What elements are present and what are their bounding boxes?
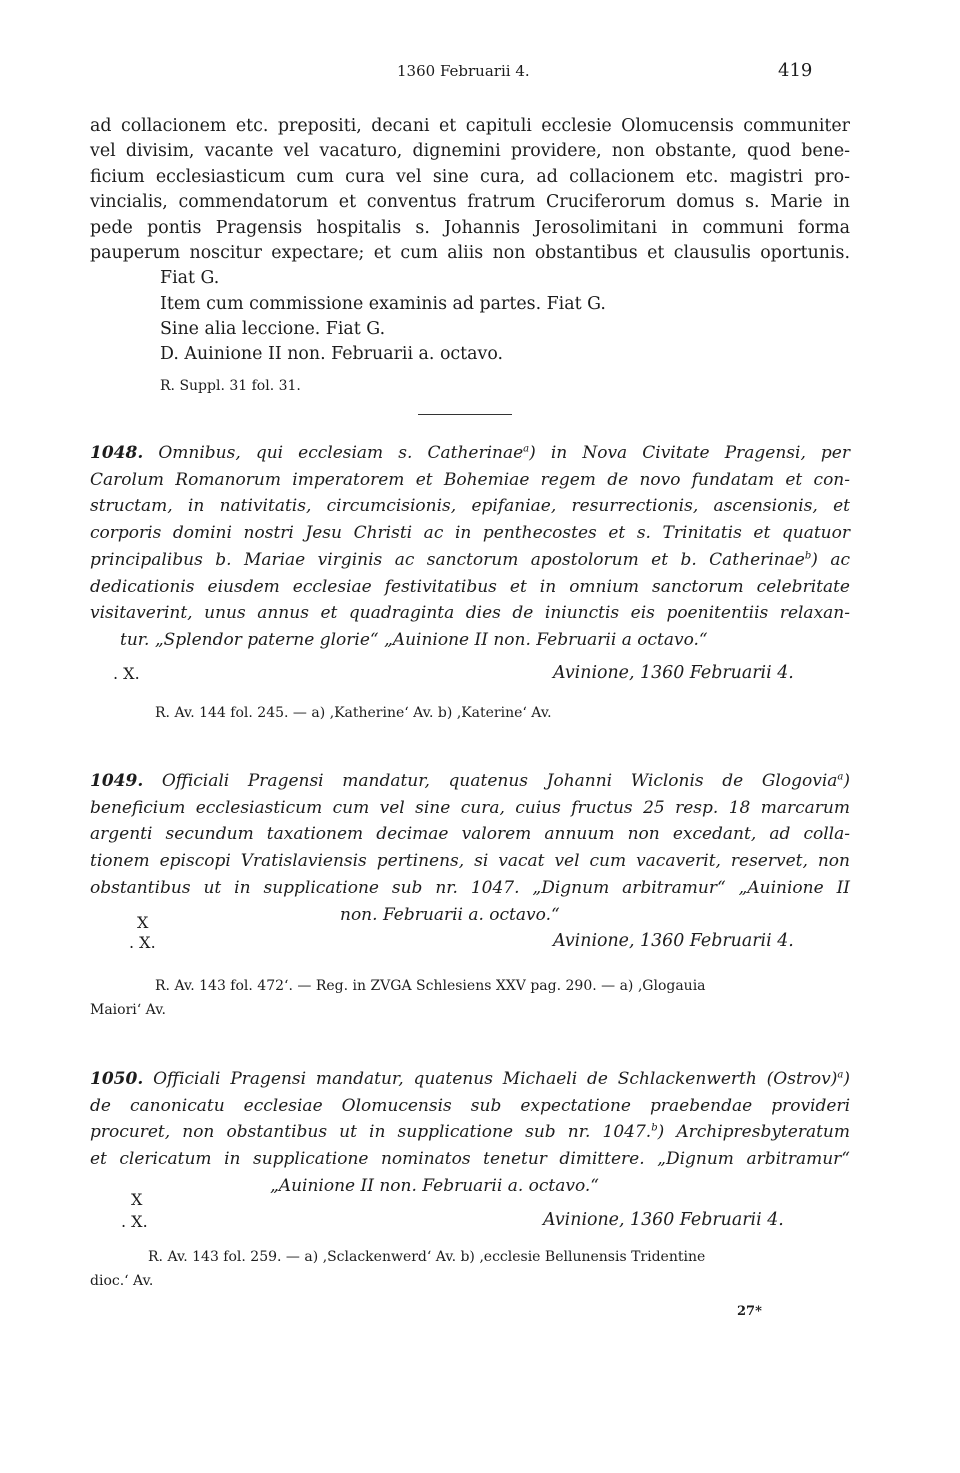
text-line: structam, in nativitatis, circumcisionis, epifaniae, resurrectionis, ascensionis, et	[90, 496, 850, 517]
text-line: vincialis, commendatorum et conventus fratrum Cruciferorum domus s. Marie in	[90, 192, 850, 213]
source-note: R. Av. 143 fol. 259. — a) ‚Sclackenwerd‘ Av. b) ‚ecclesie Bellunensis Tridentine	[148, 1249, 706, 1265]
text-segment: Officiali Pragensi mandatur, quatenus Michaeli de Schlackenwerth (Ostrov)	[153, 1069, 838, 1089]
section-divider	[418, 414, 512, 415]
text-line: tur. „Splendor paterne glorie“ „Auinione II non. Februarii a octavo.“	[120, 629, 708, 650]
signature-mark: 27*	[737, 1304, 762, 1319]
entry-1050: 1050. Officiali Pragensi mandatur, quatenus Michaeli de Schlackenwerth (Ostrov)$^a$) de canonicatu ecclesiae Olomucensis sub expectatione praebendae provideri procuret, non obstantibus ut in supplicatione sub nr. 1047.$^b$) Archipresbyteratum et clericatum in supplicatione nominatos tenetur dimittere. „Dignum arbitramur“ „Auinione II non. Februarii a. octavo.“	[90, 1066, 850, 1200]
source-note: R. Suppl. 31 fol. 31.	[160, 378, 301, 394]
fiat-line: Item cum commissione examinis ad partes. Fiat G.	[160, 294, 606, 314]
place-date: Avinione, 1360 Februarii 4.	[543, 1210, 784, 1230]
footnote-marker: a	[837, 1069, 844, 1081]
dating-line: D. Auinione II non. Februarii a. octavo.	[160, 344, 504, 364]
text-segment: procuret, non obstantibus ut in supplicatione sub nr. 1047.	[90, 1122, 652, 1143]
text-line: Carolum Romanorum imperatorem et Bohemiae regem de novo fundatam et con-	[90, 469, 850, 490]
chancery-mark: . X.	[113, 664, 140, 683]
chancery-mark-top: X	[137, 913, 149, 932]
chancery-mark: . X.	[121, 1212, 148, 1231]
source-note: dioc.‘ Av.	[90, 1273, 154, 1289]
text-line: et clericatum in supplicatione nominatos tenetur dimittere. „Dignum arbitramur“	[90, 1149, 850, 1170]
text-line: ficium ecclesiasticum cum cura vel sine cura, ad collacionem etc. magistri pro-	[90, 166, 850, 187]
place-date: Avinione, 1360 Februarii 4.	[553, 931, 794, 951]
text-line: tionem episcopi Vratislaviensis pertinens, si vacat vel cum vacaverit, reservet, non	[90, 851, 850, 872]
text-segment: Omnibus, qui ecclesiam s. Catherinae	[158, 443, 524, 463]
footnote-marker: b	[651, 1122, 658, 1134]
source-note: R. Av. 143 fol. 472‘. — Reg. in ZVGA Schlesiens XXV pag. 290. — a) ‚Glogauia	[155, 978, 706, 994]
text-line: visitaverint, unus annus et quadraginta dies de iniunctis eis poenitentiis relaxan-	[90, 603, 850, 624]
entry-1048: 1048. Omnibus, qui ecclesiam s. Catherinae$^a$) in Nova Civitate Pragensi, per Carolum Romanorum imperatorem et Bohemiae regem de novo fundatam et con- structam, in nativitatis, circumcisionis, epifaniae, resurrectionis, ascensionis, et corporis domini nostri Jesu Christi ac in penthecostes et s. Trinitatis et quatuor principalibus b. Mariae virginis ac sanctorum apostolorum et b. Catherinae$^b$) ac dedicationis eiusdem ecclesiae festivitatibus et in omnium sanctorum celebritate visitaverint, unus annus et quadraginta dies de iniunctis eis poenitentiis relaxan- tur. „Splendor paterne glorie“ „Auinione II non. Februarii a octavo.“	[90, 440, 850, 654]
text-segment: in Nova Civitate Pragensi, per	[550, 443, 850, 463]
text-line: pede pontis Pragensis hospitalis s. Johannis Jerosolimitani in communi forma	[90, 217, 850, 238]
footnote-marker: a	[523, 443, 530, 455]
footnote-marker: a	[837, 771, 844, 783]
entry-number: 1050.	[90, 1069, 144, 1089]
text-line: dedicationis eiusdem ecclesiae festivitatibus et in omnium sanctorum celebritate	[90, 576, 850, 597]
text-segment: ac	[830, 549, 850, 570]
text-line: beneficium ecclesiasticum cum vel sine cura, cuius fructus 25 resp. 18 marcarum	[90, 797, 850, 818]
text-line: de canonicatu ecclesiae Olomucensis sub expectatione praebendae provideri	[90, 1095, 850, 1116]
text-line: pauperum noscitur expectare; et cum aliis non obstantibus et clausulis oportunis.	[90, 243, 850, 264]
text-segment: Archipresbyteratum	[676, 1122, 850, 1143]
place-date: Avinione, 1360 Februarii 4.	[553, 663, 794, 683]
text-line: non. Februarii a. octavo.“	[340, 904, 560, 925]
text-line: obstantibus ut in supplicatione sub nr. 1047. „Dignum arbitramur“ „Auinione II	[90, 877, 850, 898]
text-line: ad collacionem etc. prepositi, decani et capituli ecclesie Olomucensis communiter	[90, 116, 850, 136]
fiat-line: Sine alia leccione. Fiat G.	[160, 319, 386, 339]
entry-number: 1049.	[90, 771, 144, 791]
entry-1049: 1049. Officiali Pragensi mandatur, quatenus Johanni Wiclonis de Glogovia$^a$) beneficium ecclesiasticum cum vel sine cura, cuius fructus 25 resp. 18 marcarum argenti secundum taxationem decimae valorem annuum non excedant, ad colla- tionem episcopi Vratislaviensis pertinens, si vacat vel cum vacaverit, reservet, non obstantibus ut in supplicatione sub nr. 1047. „Dignum arbitramur“ „Auinione II non. Februarii a. octavo.“	[90, 768, 850, 928]
running-title: 1360 Februarii 4.	[397, 62, 530, 80]
text-line: corporis domini nostri Jesu Christi ac in penthecostes et s. Trinitatis et quatuor	[90, 523, 850, 544]
text-line: „Auinione II non. Februarii a. octavo.“	[270, 1175, 600, 1196]
text-line: argenti secundum taxationem decimae valorem annuum non excedant, ad colla-	[90, 824, 850, 845]
fiat-line: Fiat G.	[160, 268, 220, 288]
source-note: R. Av. 144 fol. 245. — a) ‚Katherine‘ Av. b) ‚Katerine‘ Av.	[155, 705, 552, 721]
chancery-mark: . X.	[129, 933, 156, 952]
text-line: vel divisim, vacante vel vacaturo, dignemini providere, non obstante, quod bene-	[90, 141, 850, 162]
chancery-mark-top: X	[131, 1190, 143, 1209]
text-segment: principalibus b. Mariae virginis ac sanctorum apostolorum et b. Catherinae	[90, 549, 805, 570]
text-segment: Officiali Pragensi mandatur, quatenus Johanni Wiclonis de Glogovia	[161, 771, 838, 791]
footnote-marker: b	[804, 550, 812, 562]
entry-1047-continuation	[90, 114, 850, 266]
page-number: 419	[778, 60, 813, 81]
entry-number: 1048.	[90, 443, 144, 463]
source-note: Maiori‘ Av.	[90, 1002, 166, 1018]
